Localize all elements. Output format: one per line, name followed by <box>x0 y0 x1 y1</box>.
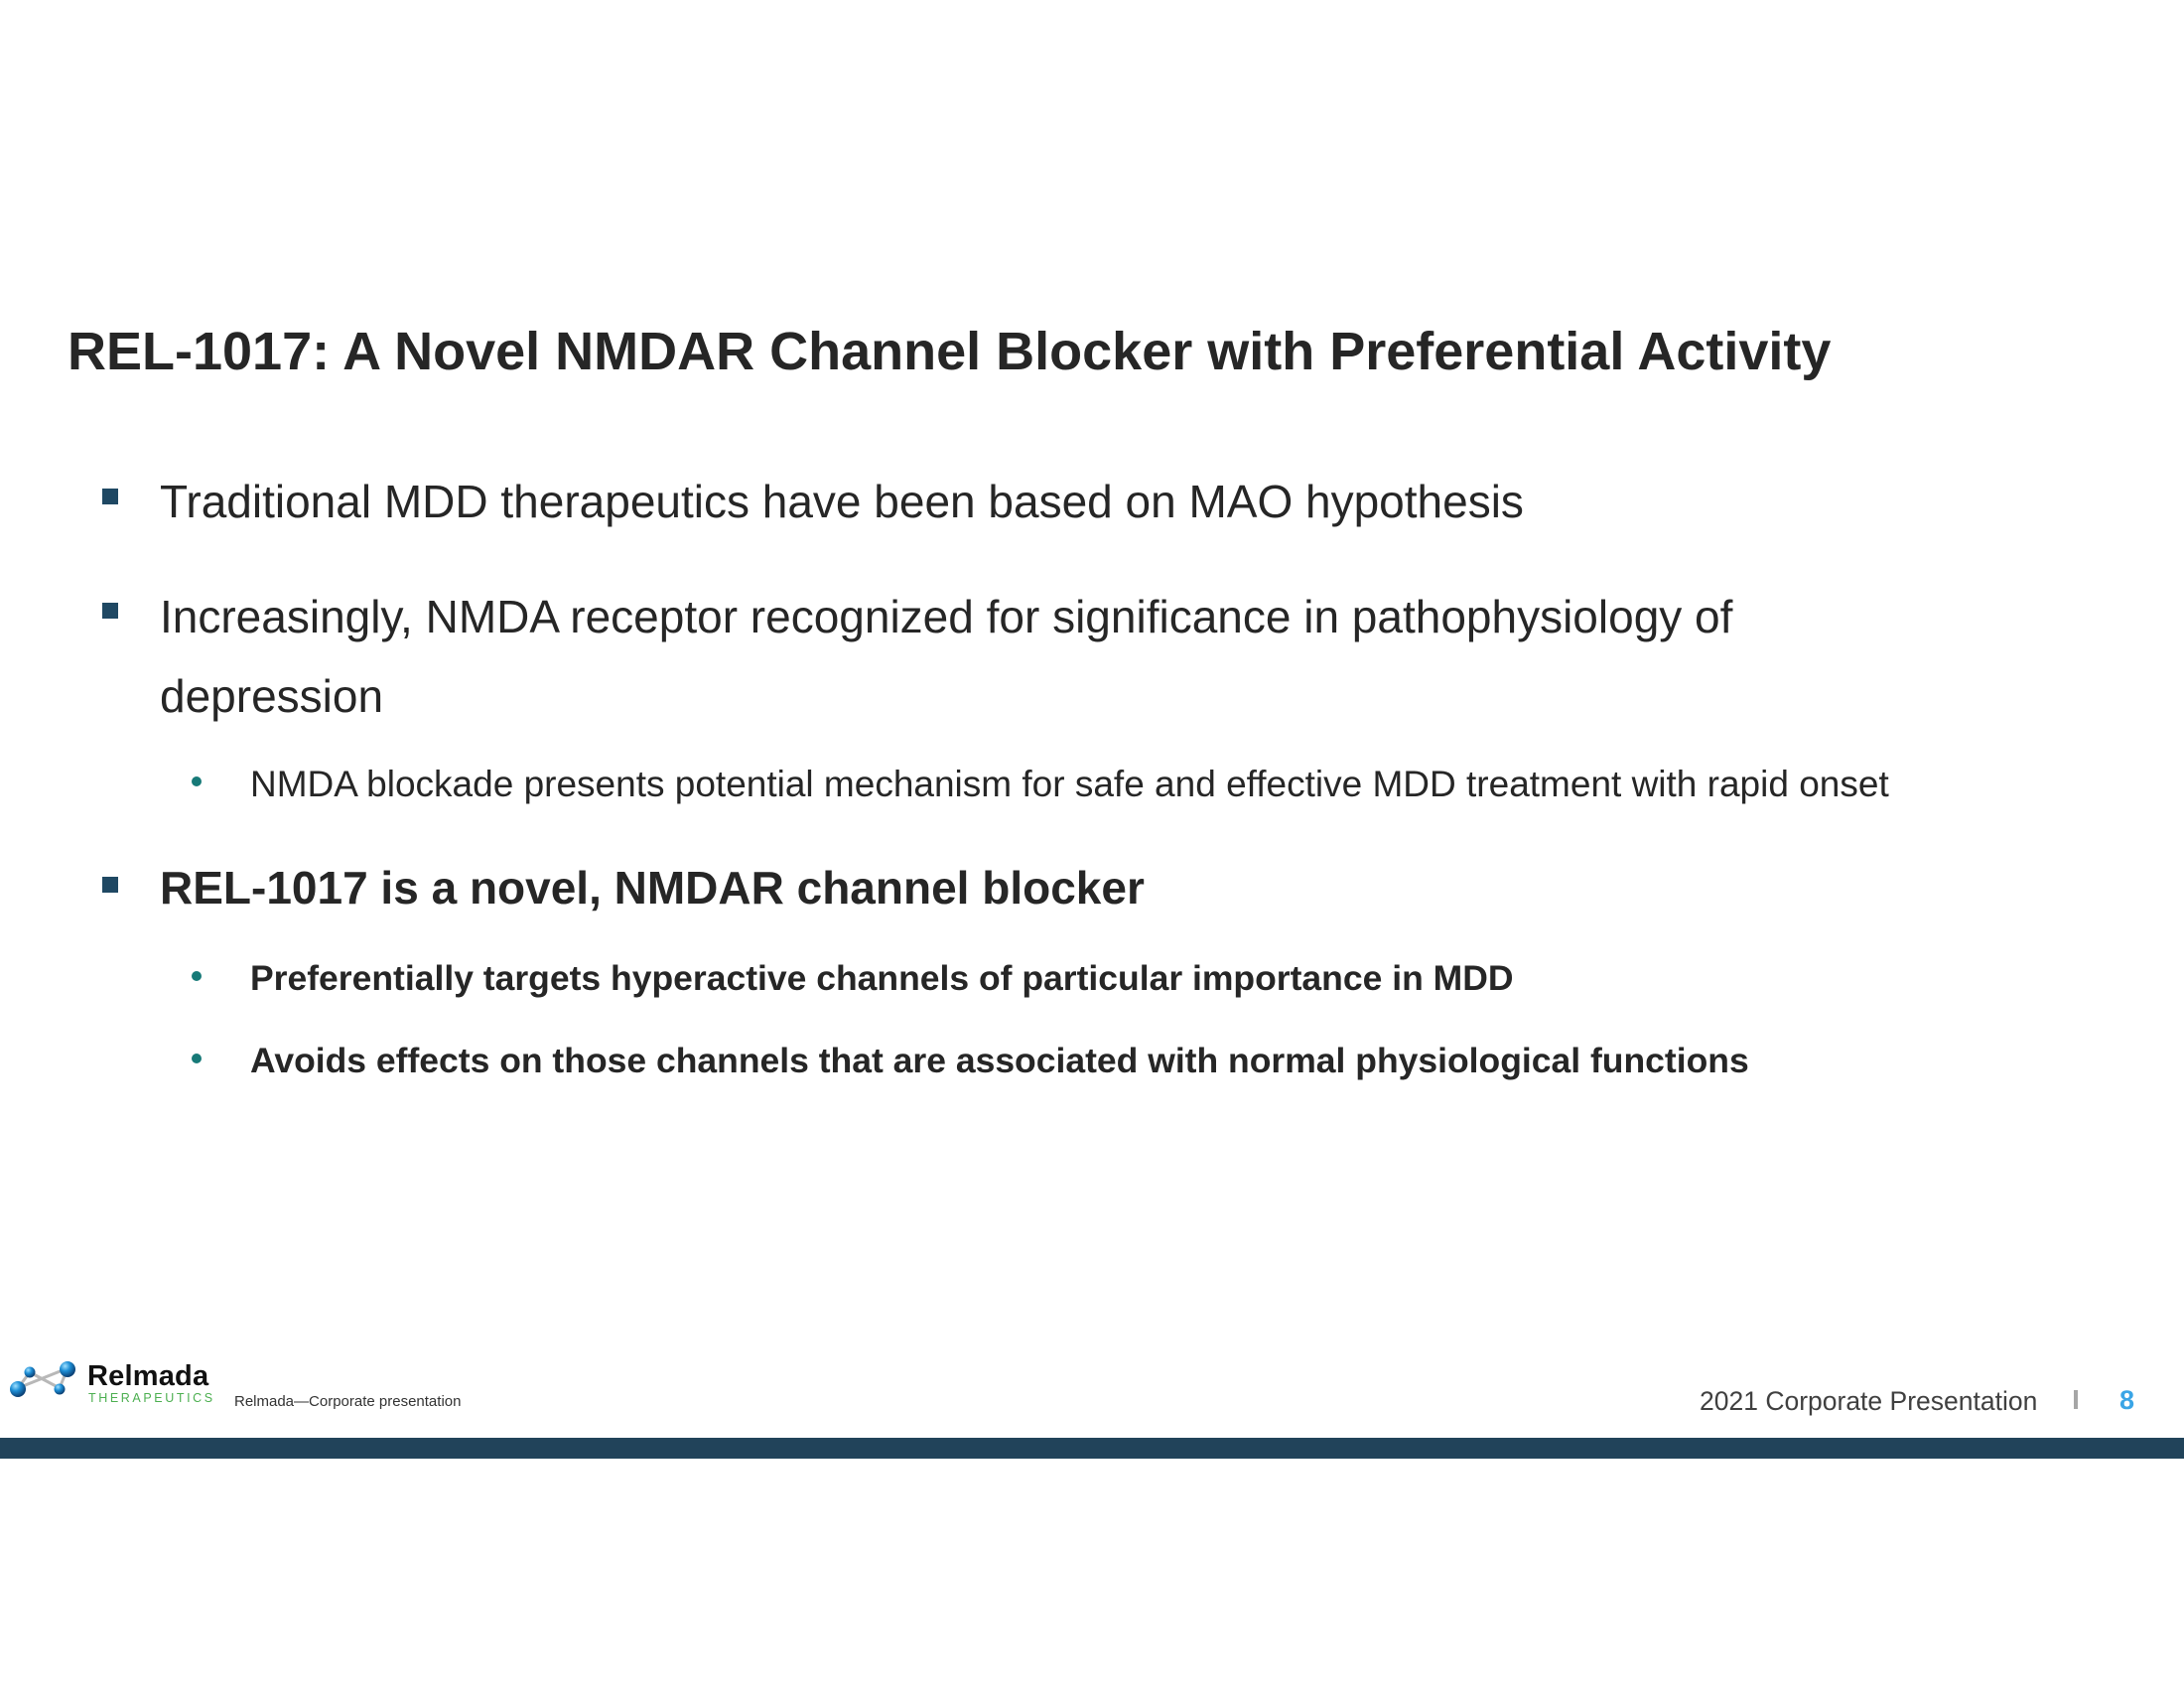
logo-name: Relmada <box>87 1360 209 1392</box>
page-number: 8 <box>2119 1385 2135 1415</box>
bullet-dot-icon <box>192 971 202 981</box>
bullet-text: Increasingly, NMDA receptor recognized for significance in pathophysiology of <box>160 591 1733 642</box>
subbullet-text: NMDA blockade presents potential mechanism for safe and effective MDD treatment with rapid onset <box>250 764 1889 804</box>
footer-band <box>0 1438 2184 1459</box>
molecule-icon <box>4 1358 83 1404</box>
logo-subtitle: THERAPEUTICS <box>88 1391 215 1405</box>
presentation-label: 2021 Corporate Presentation <box>1700 1386 2038 1416</box>
slide-title: REL-1017: A Novel NMDAR Channel Blocker with Preferential Activity <box>68 322 1832 381</box>
subbullet-text: Avoids effects on those channels that are associated with normal physiological functions <box>250 1041 1749 1080</box>
bullet-dot-icon <box>192 776 202 786</box>
subbullet-text: Preferentially targets hyperactive channels of particular importance in MDD <box>250 958 1514 998</box>
bullet-dot-icon <box>192 1054 202 1063</box>
bullet-square-icon <box>102 489 118 504</box>
bullet-square-icon <box>102 603 118 619</box>
bullet-text-continued: depression <box>160 670 384 722</box>
footer-note: Relmada—Corporate presentation <box>234 1393 462 1410</box>
footer-separator <box>2074 1390 2078 1409</box>
bullet-text: Traditional MDD therapeutics have been based on MAO hypothesis <box>160 476 1524 527</box>
bullet-text: REL-1017 is a novel, NMDAR channel blocker <box>160 862 1145 914</box>
bullet-square-icon <box>102 877 118 893</box>
